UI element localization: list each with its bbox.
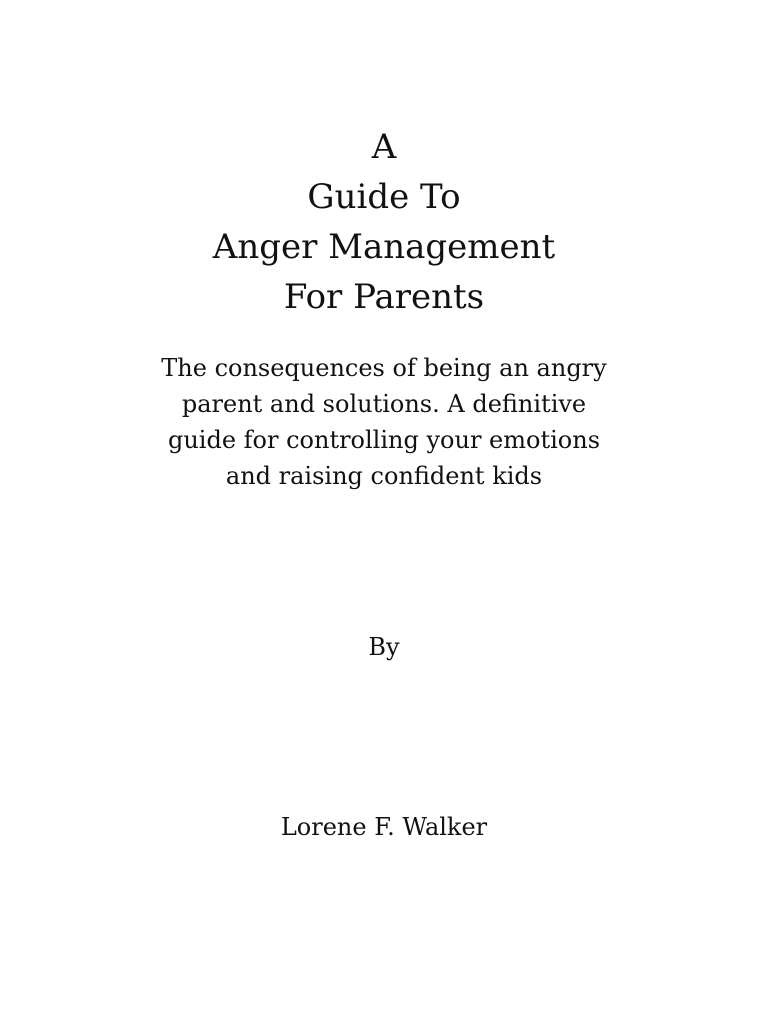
book-subtitle	[130, 350, 638, 494]
title-line: For Parents	[283, 277, 485, 317]
subtitle-line: and raising confident kids	[225, 462, 543, 490]
title-line: Anger Management	[212, 227, 556, 267]
subtitle-line: The consequences of being an angry	[161, 354, 607, 382]
subtitle-line: guide for controlling your emotions	[167, 426, 601, 454]
book-title	[0, 122, 768, 322]
author-name: Lorene F. Walker	[280, 813, 488, 841]
subtitle-line: parent and solutions. A definitive	[181, 390, 587, 418]
title-line: Guide To	[307, 177, 461, 217]
byline: By	[368, 633, 400, 661]
title-line: A	[371, 127, 397, 167]
